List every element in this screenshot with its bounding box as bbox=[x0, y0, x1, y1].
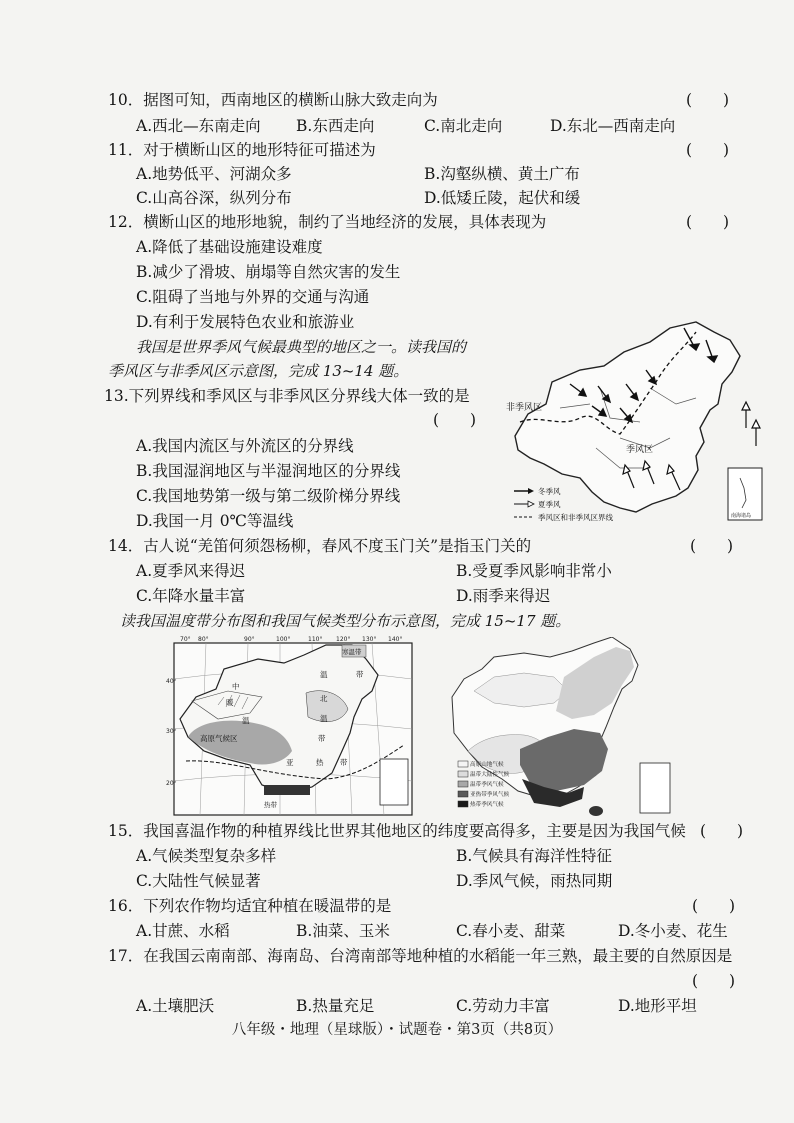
intro-13-line2: 季风区与非季风区示意图，完成 13~14 题。 bbox=[108, 362, 409, 380]
label-dai-1: 带 bbox=[356, 670, 364, 679]
q14-option-b: B.受夏季风影响非常小 bbox=[456, 562, 612, 580]
label-wen-2: 温 bbox=[242, 716, 250, 725]
q15-stem: 15．我国喜温作物的种植界线比世界其他地区的纬度要高得多，主要是因为我国气候 bbox=[108, 822, 686, 840]
q16-option-a: A.甘蔗、水稻 bbox=[136, 922, 230, 940]
label-cold-temperate: 寒温带 bbox=[342, 648, 362, 656]
q11-option-b: B.沟壑纵横、黄土广布 bbox=[424, 165, 580, 183]
q14-option-d: D.雨季来得迟 bbox=[456, 587, 551, 605]
lat-30: 30° bbox=[166, 728, 177, 735]
legend-subtropical-monsoon: 亚热带季风气候 bbox=[470, 792, 510, 798]
q10-stem: 10．据图可知，西南地区的横断山脉大致走向为 bbox=[108, 91, 438, 109]
q15-option-d: D.季风气候，雨热同期 bbox=[456, 872, 613, 890]
q10-option-a: A.西北—东南走向 bbox=[136, 117, 261, 135]
label-wen-1: 温 bbox=[320, 670, 328, 679]
q13-option-b: B.我国湿润地区与半湿润地区的分界线 bbox=[136, 462, 401, 480]
monsoon-map bbox=[500, 318, 770, 533]
q11-answer-bracket: ( ) bbox=[686, 141, 730, 159]
q12-answer-bracket: ( ) bbox=[686, 213, 730, 231]
q14-stem: 14．古人说“羌笛何须怨杨柳，春风不度玉门关”是指玉门关的 bbox=[108, 537, 532, 555]
label-plateau: 高原气候区 bbox=[200, 734, 238, 743]
q11-option-d: D.低矮丘陵，起伏和缓 bbox=[424, 189, 581, 207]
lon-70: 70° bbox=[180, 636, 191, 643]
label-dai-2: 带 bbox=[318, 734, 326, 743]
label-zhong: 中 bbox=[232, 682, 240, 691]
q17-stem: 17．在我国云南南部、海南岛、台湾南部等地种植的水稻能一年三熟，最主要的自然原因是 bbox=[108, 947, 733, 965]
q16-option-b: B.油菜、玉米 bbox=[296, 922, 390, 940]
q16-answer-bracket: ( ) bbox=[692, 897, 736, 915]
lon-130: 130° bbox=[362, 636, 377, 643]
legend-temperate-monsoon: 温带季风气候 bbox=[470, 782, 504, 788]
legend-boundary: 季风区和非季风区界线 bbox=[538, 513, 613, 522]
label-tropical: 热带 bbox=[264, 801, 277, 809]
q17-answer-bracket: ( ) bbox=[692, 972, 736, 990]
q17-option-d: D.地形平坦 bbox=[618, 997, 697, 1015]
q17-option-b: B.热量充足 bbox=[296, 997, 375, 1015]
q13-stem: 13.下列界线和季风区与非季风区分界线大体一致的是 bbox=[104, 387, 470, 405]
q17-option-a: A.土壤肥沃 bbox=[136, 997, 215, 1015]
label-wen-3: 温 bbox=[320, 714, 328, 723]
lon-100: 100° bbox=[276, 636, 291, 643]
q15-option-b: B.气候具有海洋性特征 bbox=[456, 847, 612, 865]
q12-stem: 12．横断山区的地形地貌，制约了当地经济的发展，具体表现为 bbox=[108, 213, 547, 231]
label-nonmonsoon: 非季风区 bbox=[506, 403, 543, 413]
q13-option-d: D.我国一月 0℃等温线 bbox=[136, 512, 294, 530]
lon-90: 90° bbox=[244, 636, 255, 643]
q13-option-a: A.我国内流区与外流区的分界线 bbox=[136, 437, 354, 455]
q11-stem: 11．对于横断山区的地形特征可描述为 bbox=[108, 141, 376, 159]
q14-option-a: A.夏季风来得迟 bbox=[136, 562, 246, 580]
q10-option-d: D.东北—西南走向 bbox=[550, 117, 676, 135]
q17-option-c: C.劳动力丰富 bbox=[456, 997, 550, 1015]
label-re: 热 bbox=[316, 758, 324, 767]
q13-answer-bracket: ( ) bbox=[433, 411, 477, 429]
q14-answer-bracket: ( ) bbox=[690, 537, 734, 555]
label-dai-3: 带 bbox=[340, 758, 348, 767]
q15-option-c: C.大陆性气候显著 bbox=[136, 872, 261, 890]
page-footer: 八年级・地理（星球版）・试题卷・第3页（共8页） bbox=[231, 1022, 563, 1038]
temperature-zone-map bbox=[166, 633, 418, 817]
q12-option-c: C.阻碍了当地与外界的交通与沟通 bbox=[136, 288, 370, 306]
q12-option-d: D.有利于发展特色农业和旅游业 bbox=[136, 313, 355, 331]
q16-option-c: C.春小麦、甜菜 bbox=[456, 922, 566, 940]
label-ya: 亚 bbox=[286, 758, 294, 767]
inset-label: 南海诸岛 bbox=[731, 513, 752, 519]
legend-winter: 冬季风 bbox=[538, 487, 561, 496]
intro-15: 读我国温度带分布图和我国气候类型分布示意图，完成 15~17 题。 bbox=[120, 612, 571, 630]
intro-13-line1: 我国是世界季风气候最典型的地区之一。读我国的 bbox=[136, 338, 467, 356]
q12-option-a: A.降低了基础设施建设难度 bbox=[136, 238, 323, 256]
climate-type-map bbox=[444, 637, 694, 821]
lat-40: 40° bbox=[166, 678, 177, 685]
legend-summer: 夏季风 bbox=[538, 500, 561, 509]
legend-temperate-continental: 温带大陆性气候 bbox=[470, 772, 510, 778]
q11-option-a: A.地势低平、河湖众多 bbox=[136, 165, 292, 183]
q15-option-a: A.气候类型复杂多样 bbox=[136, 847, 277, 865]
q10-option-c: C.南北走向 bbox=[424, 117, 503, 135]
q13-option-c: C.我国地势第一级与第二级阶梯分界线 bbox=[136, 487, 401, 505]
lon-140: 140° bbox=[388, 636, 403, 643]
q15-answer-bracket: ( ) bbox=[700, 822, 744, 840]
lon-80: 80° bbox=[198, 636, 209, 643]
lon-120: 120° bbox=[336, 636, 351, 643]
q10-answer-bracket: ( ) bbox=[686, 91, 730, 109]
legend-tropical-monsoon: 热带季风气候 bbox=[470, 802, 504, 808]
lat-20: 20° bbox=[166, 780, 177, 787]
q12-option-b: B.减少了滑坡、崩塌等自然灾害的发生 bbox=[136, 263, 401, 281]
label-monsoon: 季风区 bbox=[626, 445, 654, 455]
q16-option-d: D.冬小麦、花生 bbox=[618, 922, 728, 940]
q10-option-b: B.东西走向 bbox=[296, 117, 375, 135]
label-nuan: 暖 bbox=[226, 698, 234, 707]
q11-option-c: C.山高谷深，纵列分布 bbox=[136, 189, 292, 207]
label-bei: 北 bbox=[320, 694, 328, 703]
lon-110: 110° bbox=[308, 636, 323, 643]
legend-plateau: 高原山地气候 bbox=[470, 762, 504, 768]
q14-option-c: C.年降水量丰富 bbox=[136, 587, 246, 605]
q16-stem: 16．下列农作物均适宜种植在暖温带的是 bbox=[108, 897, 392, 915]
